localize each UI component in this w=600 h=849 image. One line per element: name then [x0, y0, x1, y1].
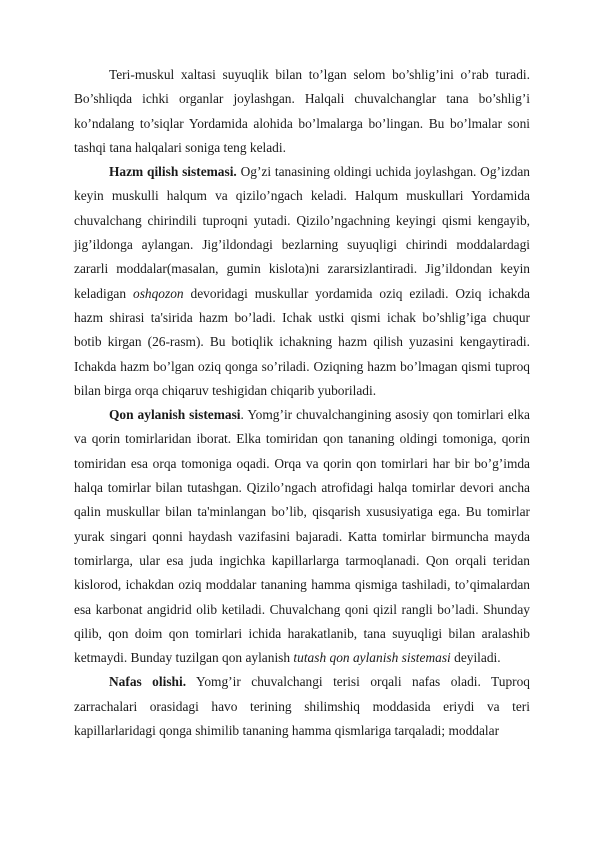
paragraph-text-end: devoridagi muskullar yordamida oziq eziladi. Oziq ichakda hazm shirasi ta'sirida hazm bo’ladi. Ichak ustki qismi ichak bo’shlig’iga chuqur botib kirgan (26-rasm). Bu botiqlik ichakning hazm qilish yuzasini kengaytiradi. Ichakda hazm bo’lgan oziq qonga so’riladi. Oziqning hazm bo’lmagan qismi tuproq bilan birga orqa chiqaruv teshigidan chiqarib yuboriladi. [74, 285, 530, 398]
paragraph-text: . Yomg’ir chuvalchangining asosiy qon tomirlari elka va qorin tomirlaridan iborat. Elka tomiridan qon tananing oldingi tomoniga, qorin tomiridan esa orqa tomoniga oqadi. Orqa va qorin qon tomirlari har bir bo’g’imda halqa tomirlar bilan tutashgan. Qizilo’ngach atrofidagi halqa tomirlar devori ancha qalin muskullar bilan ta'minlangan bo’lib, qisqarish xususiyatiga ega. Bu tomirlar yurak singari qonni haydash vazifasini bajaradi. Katta tomirlar birmuncha mayda tomirlarga, ular esa juda ingichka kapillarlarga tarmoqlanadi. Qon orqali teridan kislorod, ichakdan oziq moddalar tananing hamma qismiga tashiladi, to’qimalardan esa karbonat angidrid olib ketiladi. Chuvalchang qoni qizil rangli bo’ladi. Shunday qilib, qon doim qon tomirlari ichida harakatlanib, tana suyuqligi bilan aralashib ketmaydi. Bunday tuzilgan qon aylanish [74, 407, 531, 666]
document-page [74, 63, 530, 743]
paragraph-text: Teri-muskul xaltasi suyuqlik bilan to’lgan selom bo’shlig’ini o’rab turadi. Bo’shliqda ichki organlar joylashgan. Halqali chuvalchanglar tana bo’shlig’i ko’ndalang to’siqlar Yordamida alohida bo’lmalarga bo’lingan. Bu bo’lmalar soni tashqi tana halqalari soniga teng keladi. [74, 67, 530, 155]
paragraph-respiration [74, 670, 530, 743]
paragraph-digestive-system [74, 160, 530, 403]
paragraph-text-end: deyiladi. [450, 650, 501, 666]
paragraph-italic-term: tutash qon aylanish sistemasi [293, 650, 451, 666]
paragraph-heading: Hazm qilish sistemasi. [109, 164, 237, 180]
paragraph-circulatory-system [74, 403, 530, 670]
paragraph-body-cavity [74, 63, 530, 160]
paragraph-heading: Qon aylanish sistemasi [109, 407, 241, 423]
paragraph-text: Og’zi tanasining oldingi uchida joylashgan. Og’izdan keyin muskulli halqum va qizilo’ngach keladi. Halqum muskullari Yordamida chuvalchang chirindili tuproqni yutadi. Qizilo’ngachning keyingi qismi kengayib, jig’ildonga aylangan. Jig’ildondagi bezlarning suyuqligi chirindi moddalardagi zararli moddalar(masalan, gumin kislota)ni zararsizlantiradi. Jig’ildondan keyin keladigan [74, 164, 530, 301]
paragraph-italic-term: oshqozon [133, 285, 184, 301]
paragraph-text: Yomg’ir chuvalchangi terisi orqali nafas oladi. Tuproq zarrachalari orasidagi havo terining shilimshiq moddasida eriydi va teri kapillarlaridagi qonga shimilib tananing hamma qismlariga tarqaladi; moddalar [74, 674, 531, 739]
paragraph-heading: Nafas olishi. [109, 674, 187, 690]
